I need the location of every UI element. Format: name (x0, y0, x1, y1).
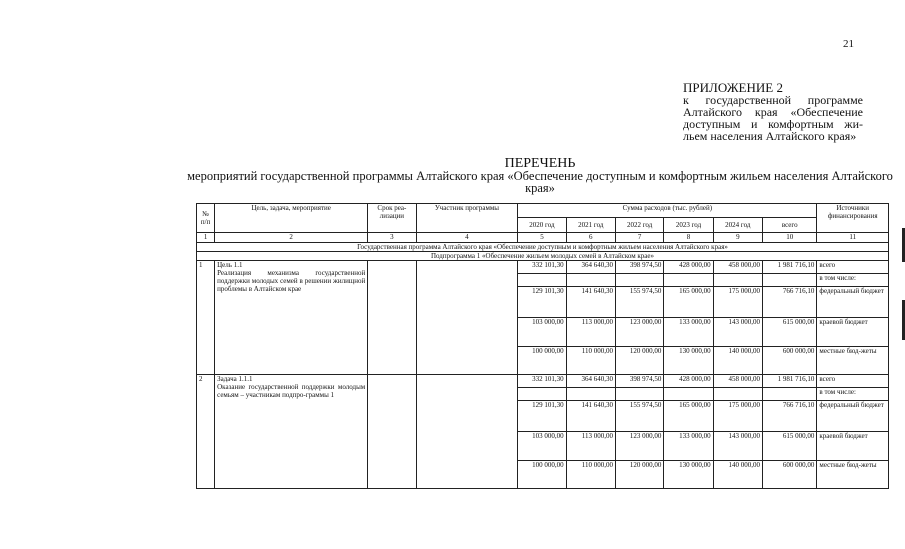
appendix-title: ПРИЛОЖЕНИЕ 2 (683, 80, 783, 95)
amount-cell: 133 000,00 (664, 318, 713, 347)
subprogram-row: Подпрограмма 1 «Обеспечение жильем молодых семей в Алтайском крае» (197, 252, 889, 261)
program-row: Государственная программа Алтайского края «Обеспечение доступным и комфортным жильем населения Алтайского края» (197, 243, 889, 252)
amount-total-cell: 600 000,00 (763, 461, 817, 489)
item-text: Реализация механизма государственной поддержки молодых семей в решении жилищной проблемы в Алтайском крае (217, 269, 366, 293)
header-year: 2021 год (566, 218, 615, 233)
source-cell: в том числе: (817, 274, 889, 287)
item-number: 2 (197, 375, 215, 489)
amount-cell: 120 000,00 (615, 347, 663, 375)
amount-cell: 103 000,00 (518, 432, 566, 461)
source-cell: в том числе: (817, 388, 889, 401)
amount-cell: 398 974,50 (615, 375, 663, 388)
header-year: 2024 год (713, 218, 762, 233)
amount-cell: 143 000,00 (713, 432, 762, 461)
table-row (197, 375, 889, 388)
amount-cell: 130 000,00 (664, 347, 713, 375)
amount-cell: 428 000,00 (664, 375, 713, 388)
column-number: 10 (763, 233, 817, 243)
amount-cell: 100 000,00 (518, 461, 566, 489)
header-total: всего (763, 218, 817, 233)
item-description (215, 261, 368, 375)
amount-cell: 110 000,00 (566, 461, 615, 489)
amount-cell: 141 640,30 (566, 401, 615, 432)
amount-cell: 129 101,30 (518, 401, 566, 432)
heading-subtitle: мероприятий государственной программы Алтайского края «Обеспечение доступным и комфортным жильем населения Алтайского края» (187, 169, 893, 195)
amount-cell: 398 974,50 (615, 261, 663, 274)
heading-title: ПЕРЕЧЕНЬ (504, 156, 576, 171)
amount-cell: 332 101,30 (518, 261, 566, 274)
amount-cell: 140 000,00 (713, 347, 762, 375)
amount-cell (615, 388, 663, 401)
amount-total-cell: 766 716,10 (763, 287, 817, 318)
amount-cell: 133 000,00 (664, 432, 713, 461)
amount-cell: 100 000,00 (518, 347, 566, 375)
amount-cell: 165 000,00 (664, 401, 713, 432)
source-cell: местные бюд-жеты (817, 347, 889, 375)
amount-cell: 143 000,00 (713, 318, 762, 347)
amount-total-cell: 766 716,10 (763, 401, 817, 432)
header-year: 2023 год (664, 218, 713, 233)
source-cell: местные бюд-жеты (817, 461, 889, 489)
amount-total-cell: 1 981 716,10 (763, 261, 817, 274)
source-cell: краевой бюджет (817, 318, 889, 347)
source-cell: всего (817, 261, 889, 274)
measures-table (196, 203, 889, 489)
amount-total-cell: 615 000,00 (763, 432, 817, 461)
amount-cell: 332 101,30 (518, 375, 566, 388)
source-cell: федеральный бюджет (817, 401, 889, 432)
header-year: 2022 год (615, 218, 663, 233)
amount-total-cell: 1 981 716,10 (763, 375, 817, 388)
amount-cell (615, 274, 663, 287)
amount-cell: 155 974,50 (615, 287, 663, 318)
column-number: 2 (215, 233, 368, 243)
header-participant: Участник программы (416, 204, 518, 233)
source-cell: федеральный бюджет (817, 287, 889, 318)
amount-cell: 113 000,00 (566, 318, 615, 347)
amount-cell: 155 974,50 (615, 401, 663, 432)
amount-total-cell (763, 388, 817, 401)
amount-cell: 110 000,00 (566, 347, 615, 375)
amount-cell (518, 388, 566, 401)
column-number: 1 (197, 233, 215, 243)
amount-cell: 123 000,00 (615, 318, 663, 347)
amount-total-cell (763, 274, 817, 287)
amount-cell: 364 640,30 (566, 261, 615, 274)
amount-cell: 458 000,00 (713, 375, 762, 388)
amount-cell: 175 000,00 (713, 401, 762, 432)
amount-cell: 130 000,00 (664, 461, 713, 489)
header-num: № п/п (197, 204, 215, 233)
amount-cell: 175 000,00 (713, 287, 762, 318)
header-expenses: Сумма расходов (тыс. рублей) (518, 204, 817, 218)
amount-cell: 129 101,30 (518, 287, 566, 318)
amount-cell (664, 388, 713, 401)
header-goal: Цель, задача, мероприятие (215, 204, 368, 233)
page-number: 21 (843, 38, 854, 50)
amount-cell: 141 640,30 (566, 287, 615, 318)
amount-cell: 165 000,00 (664, 287, 713, 318)
amount-cell: 140 000,00 (713, 461, 762, 489)
header-year: 2020 год (518, 218, 566, 233)
item-participant (416, 261, 518, 375)
column-number: 4 (416, 233, 518, 243)
column-number: 5 (518, 233, 566, 243)
column-number: 8 (664, 233, 713, 243)
item-title: Задача 1.1.1 (217, 375, 253, 383)
amount-cell (566, 388, 615, 401)
amount-cell: 113 000,00 (566, 432, 615, 461)
column-number-row (197, 233, 889, 243)
amount-cell: 428 000,00 (664, 261, 713, 274)
source-cell: краевой бюджет (817, 432, 889, 461)
amount-cell: 120 000,00 (615, 461, 663, 489)
item-number: 1 (197, 261, 215, 375)
appendix-block (683, 82, 863, 142)
column-number: 6 (566, 233, 615, 243)
amount-cell: 458 000,00 (713, 261, 762, 274)
item-description (215, 375, 368, 489)
item-participant (416, 375, 518, 489)
appendix-text: к государственной программе Алтайского края «Обеспечение доступным и комфортным жи-льем населения Алтайского края» (683, 93, 863, 143)
document-heading (180, 158, 900, 194)
column-number: 9 (713, 233, 762, 243)
amount-total-cell: 600 000,00 (763, 347, 817, 375)
header-term: Срок реа-лизации (368, 204, 416, 233)
amount-cell (566, 274, 615, 287)
item-title: Цель 1.1 (217, 261, 243, 269)
column-number: 3 (368, 233, 416, 243)
amount-cell (518, 274, 566, 287)
item-term (368, 261, 416, 375)
amount-cell (713, 274, 762, 287)
amount-cell (713, 388, 762, 401)
header-sources: Источники финансирования (817, 204, 889, 233)
amount-total-cell: 615 000,00 (763, 318, 817, 347)
column-number: 7 (615, 233, 663, 243)
amount-cell (664, 274, 713, 287)
column-number: 11 (817, 233, 889, 243)
table-row (197, 261, 889, 274)
amount-cell: 364 640,30 (566, 375, 615, 388)
amount-cell: 103 000,00 (518, 318, 566, 347)
item-term (368, 375, 416, 489)
item-text: Оказание государственной поддержки молодым семьям – участникам подпро-граммы 1 (217, 383, 366, 399)
source-cell: всего (817, 375, 889, 388)
amount-cell: 123 000,00 (615, 432, 663, 461)
